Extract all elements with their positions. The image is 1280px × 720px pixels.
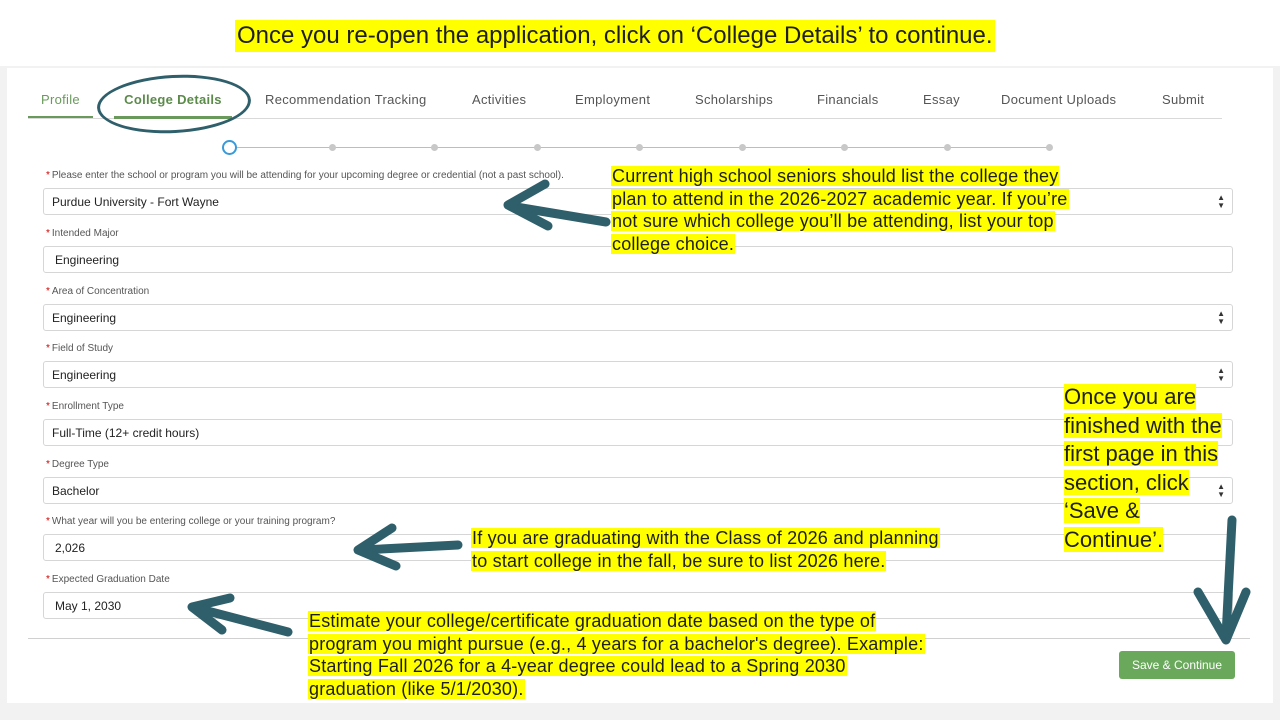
tab-financials[interactable]: Financials: [817, 92, 879, 107]
degree-select[interactable]: [43, 477, 1233, 504]
instruction-header: [0, 0, 1280, 66]
entry-year-label: [46, 516, 335, 527]
required-marker: *: [46, 574, 50, 585]
school-label: [46, 170, 564, 181]
note-grad-line: Estimate your college/certificate graduation date based on the type of: [309, 611, 876, 631]
note-save-line: first page in this: [1064, 441, 1219, 466]
degree-label-text: Degree Type: [51, 459, 109, 470]
concentration-value: Engineering: [52, 311, 117, 325]
grad-date-value: May 1, 2030: [55, 599, 122, 613]
note-school-line: Current high school seniors should list the college they: [612, 166, 1059, 186]
note-year: [471, 527, 940, 572]
concentration-label-text: Area of Concentration: [51, 286, 150, 297]
stepper-dot: [1046, 144, 1053, 151]
select-arrows-icon: ▲ ▼: [1217, 481, 1225, 499]
concentration-select[interactable]: [43, 304, 1233, 331]
grad-date-label: [46, 574, 170, 585]
required-marker: *: [46, 459, 50, 470]
required-marker: *: [46, 401, 50, 412]
note-school-line: not sure which college you’ll be attending, list your top: [612, 211, 1054, 231]
note-grad-line: graduation (like 5/1/2030).: [309, 678, 524, 699]
field-of-study-label-text: Field of Study: [51, 343, 114, 354]
tab-scholarships[interactable]: Scholarships: [695, 92, 774, 107]
major-value: Engineering: [55, 253, 120, 267]
tab-essay[interactable]: Essay: [923, 92, 960, 107]
required-marker: *: [46, 343, 50, 354]
note-school-line: college choice.: [612, 233, 735, 254]
note-grad-line: Starting Fall 2026 for a 4-year degree could lead to a Spring 2030: [309, 656, 846, 676]
note-save-line: Once you are: [1064, 384, 1197, 409]
note-year-line: If you are graduating with the Class of 2026 and planning: [472, 528, 939, 548]
school-value: Purdue University - Fort Wayne: [52, 195, 219, 209]
note-school-line: plan to attend in the 2026-2027 academic year. If you’re: [612, 188, 1068, 209]
stepper-dot: [431, 144, 438, 151]
note-save-line: finished with the: [1064, 412, 1222, 438]
stepper-dot: [329, 144, 336, 151]
tab-employment[interactable]: Employment: [575, 92, 651, 107]
degree-label: [46, 459, 109, 470]
grad-date-label-text: Expected Graduation Date: [51, 574, 170, 585]
stepper-current-step: [222, 140, 237, 155]
field-of-study-label: [46, 343, 113, 354]
entry-year-label-text: What year will you be entering college or your training program?: [51, 516, 336, 527]
stepper-dot: [841, 144, 848, 151]
tab-college-details[interactable]: College Details: [114, 86, 232, 119]
tab-recommendation-tracking[interactable]: Recommendation Tracking: [265, 92, 427, 107]
degree-value: Bachelor: [52, 484, 100, 498]
tab-profile[interactable]: Profile: [28, 86, 93, 118]
select-arrows-icon: ▲ ▼: [1217, 365, 1225, 383]
note-grad: [308, 610, 925, 700]
select-arrows-icon: ▲ ▼: [1217, 308, 1225, 326]
select-arrows-icon: ▲ ▼: [1217, 192, 1225, 210]
tab-document-uploads[interactable]: Document Uploads: [1001, 92, 1117, 107]
major-label-text: Intended Major: [51, 228, 119, 239]
enrollment-select[interactable]: [43, 419, 1233, 446]
required-marker: *: [46, 228, 50, 239]
instruction-banner: Once you re-open the application, click on ‘College Details’ to continue.: [235, 20, 995, 52]
entry-year-value: 2,026: [55, 541, 86, 555]
stepper-dot: [944, 144, 951, 151]
note-save-line: ‘Save &: [1064, 498, 1140, 523]
enrollment-label: [46, 401, 124, 412]
required-marker: *: [46, 170, 50, 181]
tab-activities[interactable]: Activities: [472, 92, 527, 107]
note-grad-line: program you might pursue (e.g., 4 years for a bachelor's degree). Example:: [309, 633, 924, 654]
major-label: [46, 228, 119, 239]
field-of-study-value: Engineering: [52, 368, 117, 382]
school-label-text: Please enter the school or program you will be attending for your upcoming degree or credential (not a past school).: [51, 170, 564, 181]
note-year-line: to start college in the fall, be sure to list 2026 here.: [472, 550, 886, 571]
save-continue-button[interactable]: Save & Continue: [1119, 651, 1235, 679]
note-save-line: section, click: [1064, 469, 1189, 495]
concentration-label: [46, 286, 149, 297]
progress-stepper: [222, 140, 1062, 156]
note-save-line: Continue’.: [1064, 526, 1164, 552]
tab-submit[interactable]: Submit: [1162, 92, 1205, 107]
note-school: [611, 165, 1069, 255]
stepper-dot: [739, 144, 746, 151]
enrollment-value: Full-Time (12+ credit hours): [52, 426, 200, 440]
field-of-study-select[interactable]: [43, 361, 1233, 388]
enrollment-label-text: Enrollment Type: [51, 401, 124, 412]
note-save: [1064, 383, 1222, 554]
required-marker: *: [46, 286, 50, 297]
stepper-dot: [534, 144, 541, 151]
required-marker: *: [46, 516, 50, 527]
stepper-dot: [636, 144, 643, 151]
